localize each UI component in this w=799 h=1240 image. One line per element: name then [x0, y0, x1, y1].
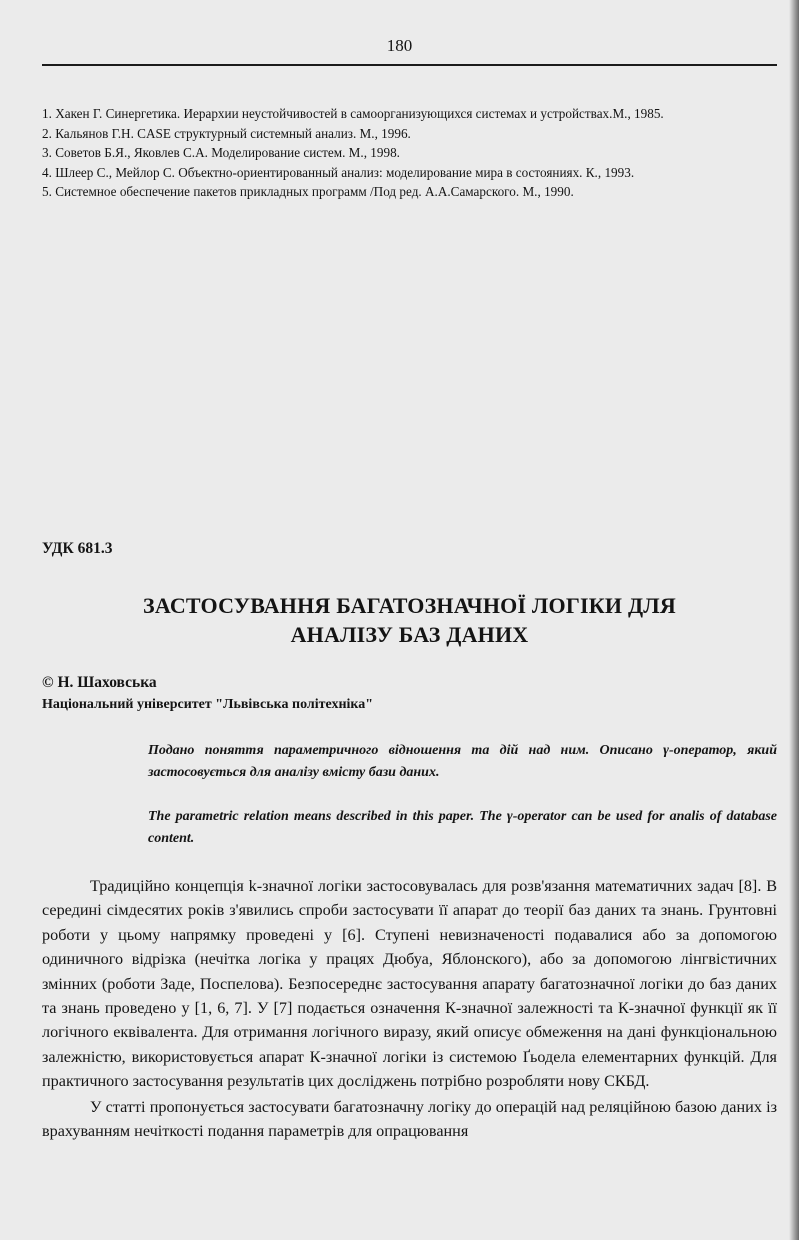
reference-list: [42, 104, 777, 202]
body-paragraph: Традиційно концепція k-значної логіки застосовувалась для розв'язання математичних задач [8]. В середині сімдесятих років з'явились спроби застосувати її апарат до теорії баз даних та знань. Грунтовні роботи у цьому напрямку проведені у [6]. Ступені невизначеності подавалися або за допомогою одиничного відрізка (нечітка логіка у працях Дюбуа, Яблонского), або за допомогою лінгвістичних змінних (роботи Заде, Поспелова). Безпосереднє застосування апарату багатозначної логіки до баз даних та знань проведено у [1, 6, 7]. У [7] подається означення К-значної залежності та К-значної функції як її логічного еквівалента. Для отримання логічного виразу, який описує обмеження на дані функціональною залежністю, використовується апарат К-значної логіки із системою Ґьодела елементарних функцій. Для практичного застосування результатів цих досліджень потрібно розробляти нову СКБД.: [42, 877, 777, 1091]
article-title: [42, 591, 777, 649]
header-rule: [42, 64, 777, 66]
author-name: © Н. Шаховська: [42, 674, 157, 691]
udk-code: УДК 681.3: [42, 540, 113, 557]
reference-item: 3. Советов Б.Я., Яковлев С.А. Моделирование систем. М., 1998.: [42, 145, 400, 161]
article-body: [42, 874, 777, 1144]
reference-item: 1. Хакен Г. Синергетика. Иерархии неустойчивостей в самоорганизующихся системах и устройствах.М., 1985.: [42, 106, 664, 121]
author-affiliation: Національний університет "Львівська політехніка": [42, 697, 374, 712]
reference-item: 4. Шлеер С., Мейлор С. Объектно-ориентированный анализ: моделирование мира в состояниях. К., 1993.: [42, 164, 635, 180]
reference-item: 5. Системное обеспечение пакетов прикладных программ /Под ред. А.А.Самарского. М., 1990.: [42, 184, 574, 200]
abstract-english: The parametric relation means described in this paper. The γ-operator can be used for analis of database content.: [148, 809, 777, 846]
article-title-line-1: ЗАСТОСУВАННЯ БАГАТОЗНАЧНОЇ ЛОГІКИ ДЛЯ: [143, 593, 676, 618]
page-number: 180: [386, 36, 413, 55]
abstract-ukrainian: Подано поняття параметричного відношення та дій над ним. Описано γ-оператор, який застосовується для аналізу вмісту бази даних.: [148, 743, 777, 780]
article-title-line-2: АНАЛІЗУ БАЗ ДАНИХ: [290, 622, 529, 647]
reference-item: 2. Кальянов Г.Н. CASE структурный системный анализ. М., 1996.: [42, 125, 411, 141]
body-paragraph: У статті пропонується застосувати багатозначну логіку до операцій над реляційною базою даних із врахуванням нечіткості подання параметрів для опрацювання: [42, 1097, 777, 1141]
page-edge-shadow: [789, 0, 799, 1240]
